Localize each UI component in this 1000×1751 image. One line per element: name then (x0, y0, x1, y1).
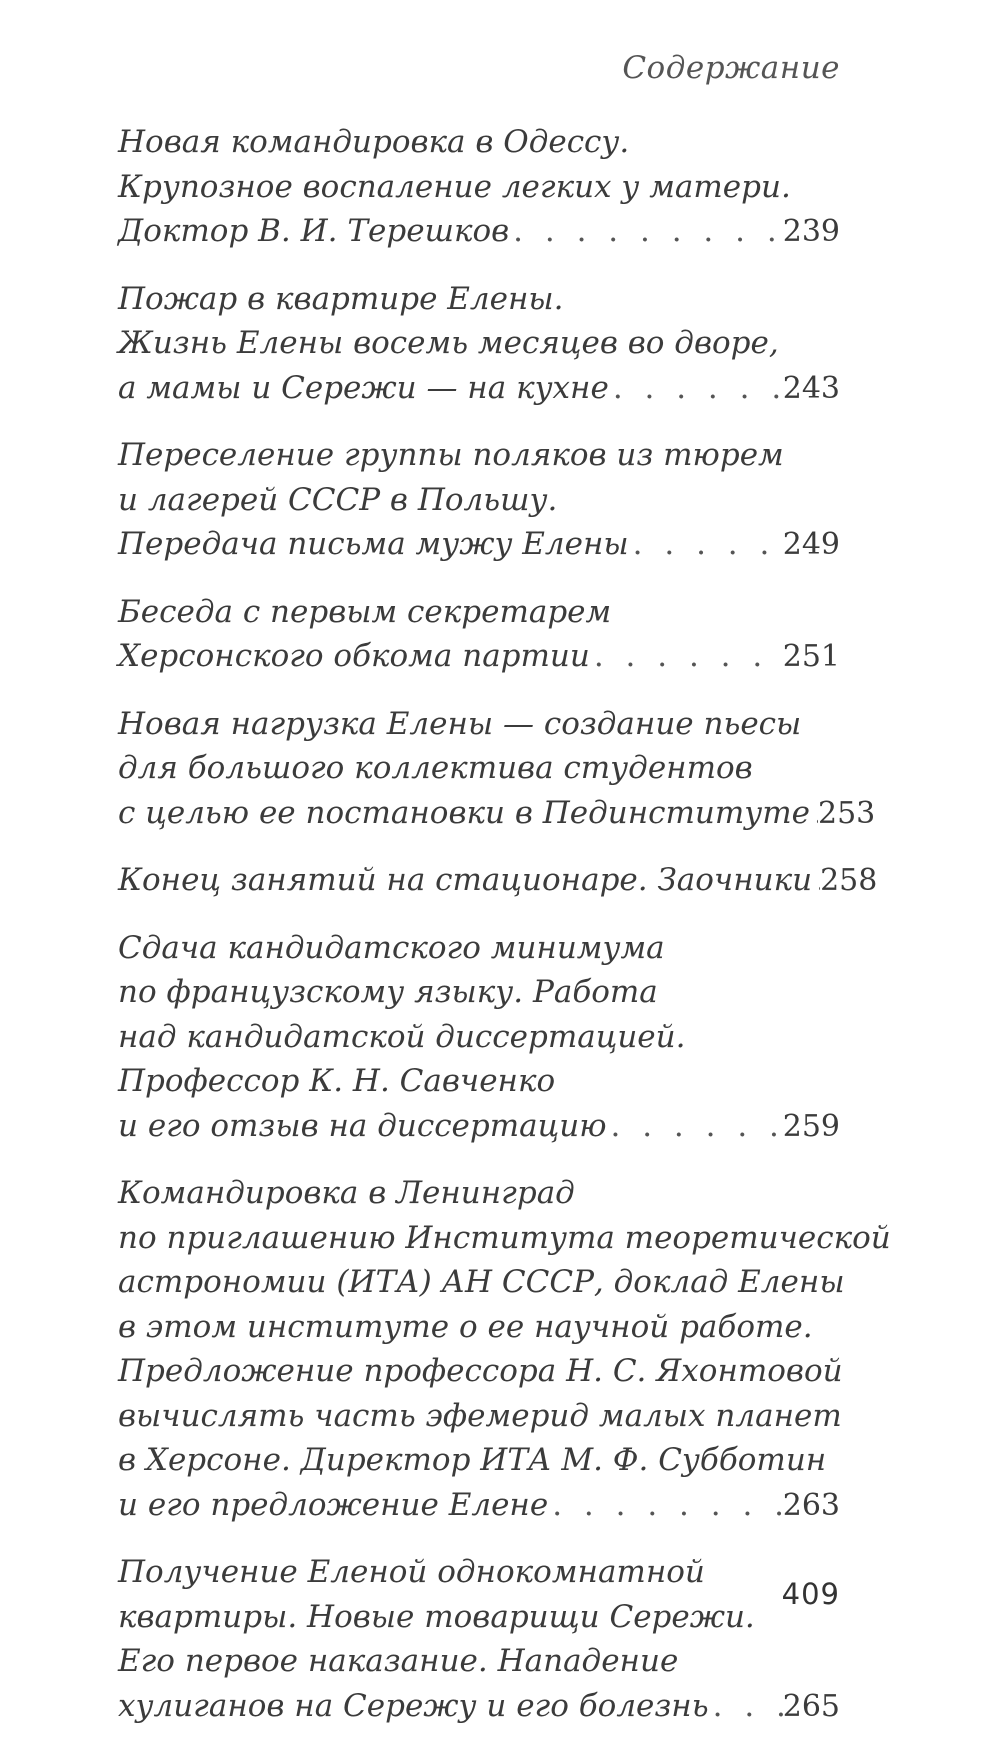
toc-line (118, 1595, 840, 1640)
toc-line-text: Получение Еленой однокомнатной (118, 1554, 705, 1590)
toc-line-text: Передача письма мужу Елены (118, 526, 629, 562)
dot-leader (629, 522, 783, 567)
toc-line-text: Его первое наказание. Нападение (118, 1643, 679, 1679)
toc-line (118, 1216, 891, 1261)
toc-entry (118, 858, 878, 904)
toc-line-text: Херсонского обкома партии (118, 638, 590, 674)
toc-line (118, 702, 840, 747)
toc-line-text: астрономии (ИТА) АН СССР, доклад Елены (118, 1264, 845, 1300)
toc-line (118, 433, 840, 478)
toc-line (118, 1305, 840, 1350)
toc-line (118, 746, 840, 791)
toc-line-text: с целью ее постановки в Пединституте (118, 794, 810, 831)
toc-line-text: Новая нагрузка Елены — создание пьесы (118, 705, 802, 742)
toc-page-number: 249 (782, 527, 840, 562)
toc-line-text: Крупозное воспаление легких у матери. (118, 168, 791, 205)
toc-line (118, 590, 840, 635)
toc-line (118, 1438, 840, 1483)
toc-line-text: Командировка в Ленинград (118, 1175, 575, 1211)
dot-leader (548, 1483, 783, 1528)
toc-page-number: 259 (782, 1108, 840, 1144)
toc-line (118, 1059, 840, 1104)
toc-entry (118, 433, 840, 568)
page-number: 409 (781, 1577, 840, 1611)
toc-line-text: Пожар в квартире Елены. (118, 280, 564, 317)
toc-line (118, 1171, 840, 1216)
toc-entry (118, 1171, 891, 1528)
toc-line (118, 1639, 840, 1684)
toc-page-number: 263 (782, 1487, 840, 1523)
toc-line-text: для большого коллектива студентов (118, 750, 753, 786)
toc-entry (118, 1550, 840, 1729)
toc-line (118, 1550, 840, 1595)
toc-line (118, 1349, 843, 1394)
toc-line (118, 522, 840, 568)
toc-line-text: Доктор В. И. Терешков (118, 213, 510, 249)
toc-line (118, 277, 840, 322)
toc-line (118, 165, 840, 210)
toc-page-number: 239 (782, 214, 840, 249)
toc-line (118, 209, 840, 255)
toc-line (118, 1684, 840, 1730)
toc-line-text: по приглашению Института теоретической (118, 1219, 891, 1256)
dot-leader (709, 1684, 783, 1729)
toc-line-text: Жизнь Елены восемь месяцев во дворе, (118, 325, 779, 361)
dot-leader (509, 209, 783, 254)
toc-line (118, 791, 876, 837)
toc-line (118, 926, 840, 971)
toc-entry (118, 926, 840, 1150)
dot-leader (810, 791, 818, 836)
dot-leader (812, 858, 820, 903)
toc-line-text: над кандидатской диссертацией. (118, 1018, 686, 1055)
toc-line (118, 321, 840, 366)
toc-page-number: 258 (820, 863, 878, 898)
toc-entry (118, 120, 840, 255)
toc-line (118, 1015, 840, 1060)
toc-line (118, 858, 878, 904)
toc-line-text: Предложение профессора Н. С. Яхонтовой (118, 1353, 843, 1389)
toc-line (118, 120, 840, 165)
toc-line-text: по французскому языку. Работа (118, 974, 658, 1010)
toc-line (118, 634, 840, 680)
toc-line-text: и его отзыв на диссертацию (118, 1107, 607, 1144)
toc-page-number: 253 (817, 795, 876, 831)
toc-line (118, 1483, 840, 1529)
running-head: Содержание (622, 50, 840, 86)
toc-entry (118, 590, 840, 680)
toc-entry (118, 702, 876, 837)
toc-line (118, 1260, 845, 1305)
toc-page-number: 265 (782, 1688, 840, 1724)
toc-line (118, 970, 840, 1015)
toc-line-text: в Херсоне. Директор ИТА М. Ф. Субботин (118, 1442, 827, 1478)
toc-line-text: а мамы и Сережи — на кухне (118, 369, 609, 406)
toc-line-text: Новая командировка в Одессу. (118, 124, 630, 160)
toc-page-number: 251 (782, 639, 840, 674)
toc-line-text: и его предложение Елене (118, 1486, 549, 1523)
toc-line-text: хулиганов на Сережу и его болезнь (118, 1687, 709, 1724)
dot-leader (590, 634, 783, 679)
toc-line-text: в этом институте о ее научной работе. (118, 1308, 813, 1345)
toc-line-text: Переселение группы поляков из тюрем (118, 437, 784, 473)
toc-line-text: Конец занятий на стационаре. Заочники (118, 862, 813, 898)
toc-line-text: Профессор К. Н. Савченко (118, 1063, 556, 1099)
toc-line-text: и лагерей СССР в Польшу. (118, 481, 558, 518)
dot-leader (607, 1104, 783, 1149)
table-of-contents (118, 120, 891, 1751)
toc-line (118, 478, 840, 523)
dot-leader (609, 366, 783, 411)
toc-page-number: 243 (782, 370, 840, 406)
toc-line-text: квартиры. Новые товарищи Сережи. (118, 1598, 755, 1635)
toc-line-text: Сдача кандидатского минимума (118, 929, 665, 966)
toc-line (118, 1104, 840, 1150)
toc-line (118, 1394, 840, 1439)
toc-entry (118, 277, 840, 412)
toc-line-text: Беседа с первым секретарем (118, 593, 612, 630)
toc-line-text: вычислять часть эфемерид малых планет (118, 1397, 842, 1434)
toc-line (118, 366, 840, 412)
